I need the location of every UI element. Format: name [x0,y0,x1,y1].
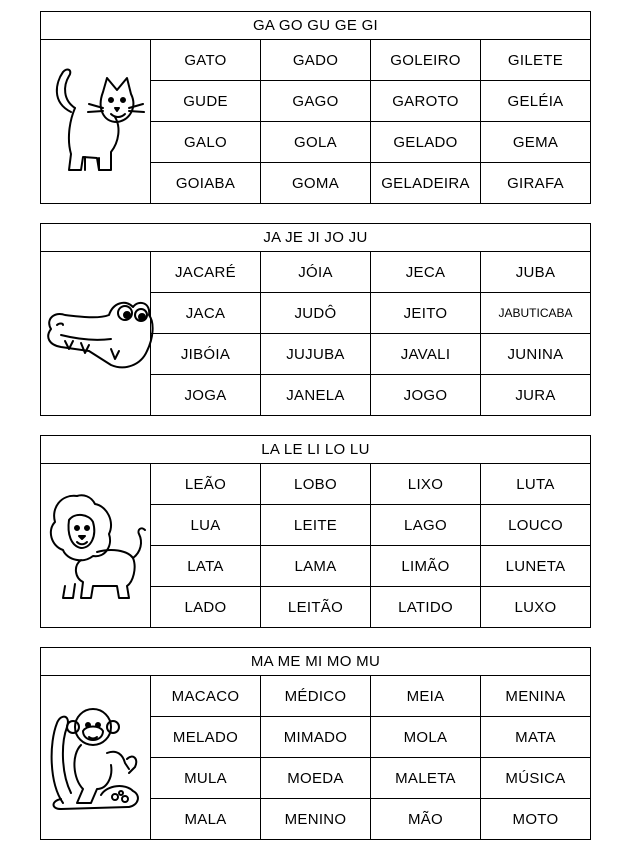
word-cell: MALA [151,799,261,840]
word-cell: LATIDO [371,587,481,628]
word-cell: JEITO [371,293,481,334]
word-cell: MOEDA [261,758,371,799]
word-cell: JOGA [151,375,261,416]
word-cell: LIXO [371,464,481,505]
word-cell: GADO [261,40,371,81]
word-cell: MELADO [151,717,261,758]
syllable-table-m [40,647,591,840]
picture-cell [41,40,151,204]
word-cell: GOIABA [151,163,261,204]
word-cell: LOBO [261,464,371,505]
word-cell: MOTO [481,799,591,840]
word-cell: JAVALI [371,334,481,375]
word-cell: GEMA [481,122,591,163]
word-cell: JANELA [261,375,371,416]
section-header: LA LE LI LO LU [41,436,591,464]
word-cell: LEÃO [151,464,261,505]
word-cell: GELADO [371,122,481,163]
word-cell: MALETA [371,758,481,799]
word-cell: LAGO [371,505,481,546]
word-cell: MEIA [371,676,481,717]
word-cell: MENINA [481,676,591,717]
word-cell: LUTA [481,464,591,505]
word-cell: MÉDICO [261,676,371,717]
picture-cell [41,676,151,840]
word-cell: JUDÔ [261,293,371,334]
word-cell: JUJUBA [261,334,371,375]
word-cell: JECA [371,252,481,293]
word-cell: MULA [151,758,261,799]
alligator-illustration [41,289,157,379]
section-header: GA GO GU GE GI [41,12,591,40]
word-cell: JACA [151,293,261,334]
word-cell: GAROTO [371,81,481,122]
word-cell: GATO [151,40,261,81]
word-cell: GIRAFA [481,163,591,204]
syllable-table-l [40,435,591,628]
word-cell: GELÉIA [481,81,591,122]
word-cell: LATA [151,546,261,587]
word-cell: GOLEIRO [371,40,481,81]
word-cell: LUXO [481,587,591,628]
word-cell: GELADEIRA [371,163,481,204]
section-header: MA ME MI MO MU [41,648,591,676]
word-cell: MÚSICA [481,758,591,799]
syllable-table-j [40,223,591,416]
word-cell: MACACO [151,676,261,717]
word-cell: LEITÃO [261,587,371,628]
word-cell: GAGO [261,81,371,122]
word-cell: JIBÓIA [151,334,261,375]
word-cell: GALO [151,122,261,163]
word-cell: MATA [481,717,591,758]
syllable-table-g [40,11,591,204]
word-cell: LIMÃO [371,546,481,587]
picture-cell [41,252,151,416]
word-cell: LUA [151,505,261,546]
word-cell: MIMADO [261,717,371,758]
word-cell: GUDE [151,81,261,122]
word-cell: JOGO [371,375,481,416]
lion-illustration [41,486,151,606]
word-cell: JACARÉ [151,252,261,293]
section-header: JA JE JI JO JU [41,224,591,252]
word-cell: GOMA [261,163,371,204]
word-cell: JURA [481,375,591,416]
picture-cell [41,464,151,628]
word-cell: JUBA [481,252,591,293]
word-cell: JUNINA [481,334,591,375]
word-cell: MENINO [261,799,371,840]
word-cell: LOUCO [481,505,591,546]
word-cell: JABUTICABA [481,293,591,334]
word-cell: GOLA [261,122,371,163]
word-cell: LEITE [261,505,371,546]
word-cell: LADO [151,587,261,628]
word-cell: LUNETA [481,546,591,587]
monkey-illustration [41,693,151,823]
cat-illustration [41,62,151,182]
word-cell: GILETE [481,40,591,81]
word-cell: LAMA [261,546,371,587]
word-cell: JÓIA [261,252,371,293]
word-cell: MÃO [371,799,481,840]
word-cell: MOLA [371,717,481,758]
